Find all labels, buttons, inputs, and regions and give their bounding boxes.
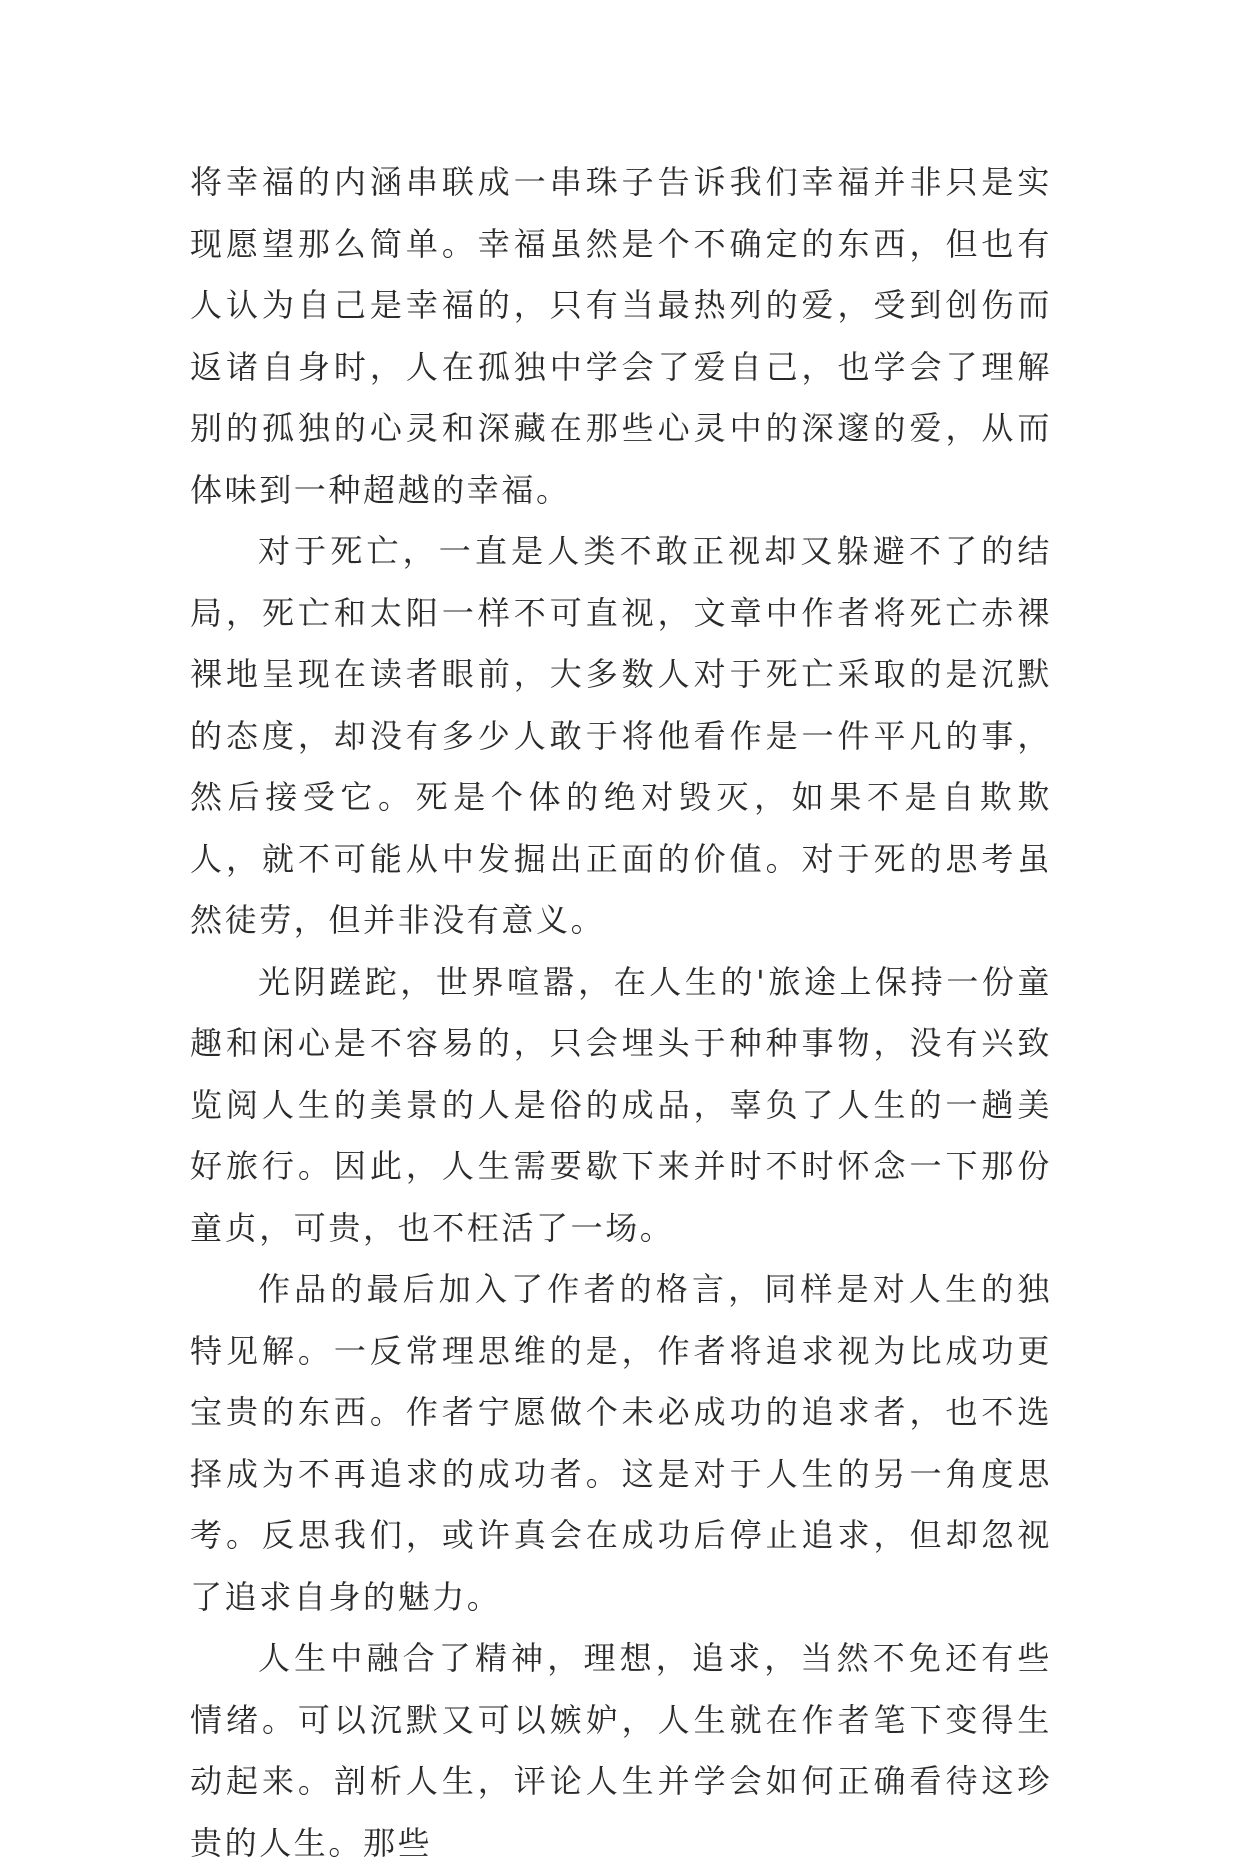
paragraph-1: 将幸福的内涵串联成一串珠子告诉我们幸福并非只是实现愿望那么简单。幸福虽然是个不确定的东西，但也有人认为自己是幸福的，只有当最热列的爱，受到创伤而返诸自身时，人在孤独中学会了爱自己，也学会了理解别的孤独的心灵和深藏在那些心灵中的深邃的爱，从而体味到一种超越的幸福。 bbox=[190, 163, 1052, 509]
paragraph-2: 对于死亡，一直是人类不敢正视却又躲避不了的结局，死亡和太阳一样不可直视，文章中作者将死亡赤裸裸地呈现在读者眼前，大多数人对于死亡采取的是沉默的态度，却没有多少人敢于将他看作是一件平凡的事，然后接受它。死是个体的绝对毁灭，如果不是自欺欺人，就不可能从中发掘出正面的价值。对于死的思考虽然徒劳，但并非没有意义。 bbox=[190, 532, 1052, 939]
paragraph-4: 作品的最后加入了作者的格言，同样是对人生的独特见解。一反常理思维的是，作者将追求视为比成功更宝贵的东西。作者宁愿做个未必成功的追求者，也不选择成为不再追求的成功者。这是对于人生的另一角度思考。反思我们，或许真会在成功后停止追求，但却忽视了追求自身的魅力。 bbox=[190, 1270, 1052, 1616]
paragraph-5: 人生中融合了精神，理想，追求，当然不免还有些情绪。可以沉默又可以嫉妒，人生就在作者笔下变得生动起来。剖析人生，评论人生并学会如何正确看待这珍贵的人生。那些 bbox=[190, 1639, 1052, 1862]
paragraph-3: 光阴蹉跎，世界喧嚣，在人生的'旅途上保持一份童趣和闲心是不容易的，只会埋头于种种事物，没有兴致览阅人生的美景的人是俗的成品，辜负了人生的一趟美好旅行。因此，人生需要歇下来并时不时怀念一下那份童贞，可贵，也不枉活了一场。 bbox=[190, 962, 1052, 1247]
document-body bbox=[190, 152, 1052, 1874]
